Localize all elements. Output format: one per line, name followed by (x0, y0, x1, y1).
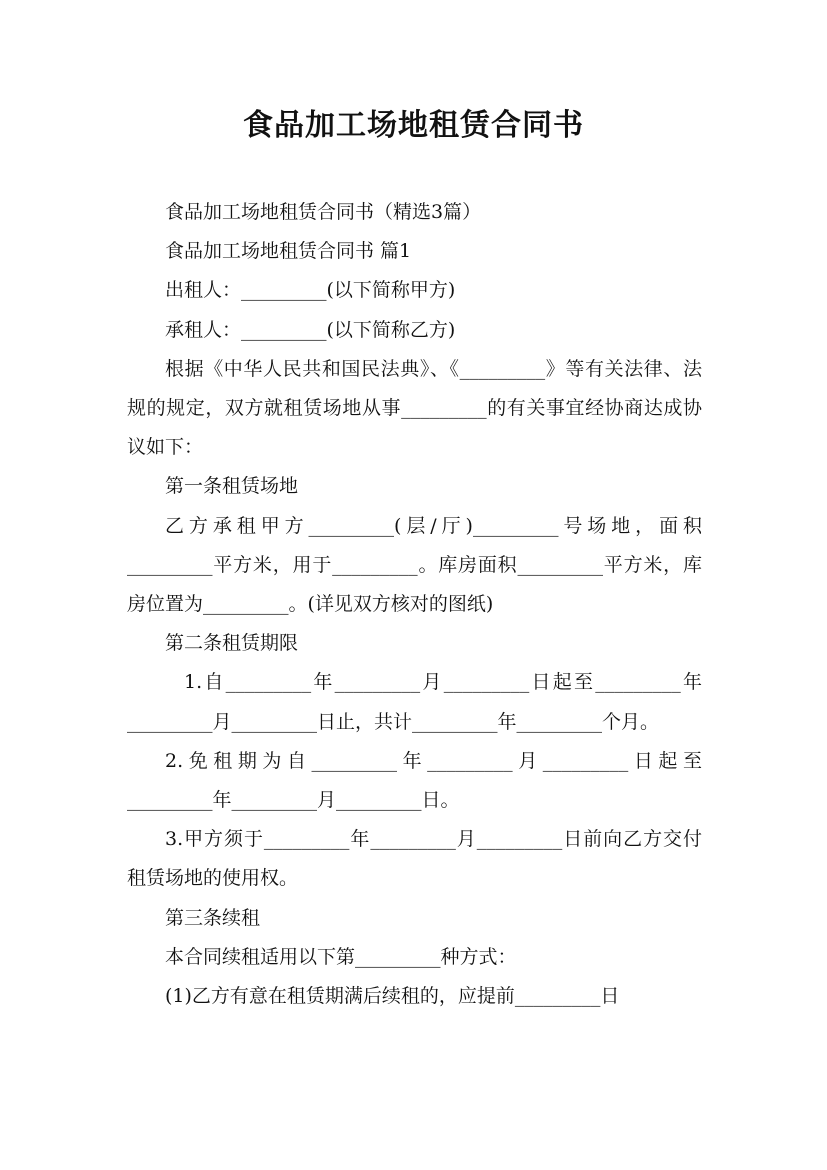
article-3-heading: 第三条续租 (165, 906, 261, 929)
paragraph-part-heading: 食品加工场地租赁合同书 篇1 (165, 240, 412, 263)
paragraph-legal-basis: 根据《中华人民共和国民法典》、《_________》等有关法律、法规的规定，双方就租赁场地从事_________的有关事宜经协商达成协议如下： (127, 357, 702, 459)
article-3-item-1: (1)乙方有意在租赁期满后续租的，应提前_________日 (165, 985, 620, 1008)
document-title: 食品加工场地租赁合同书 (243, 108, 584, 143)
paragraph-intro: 食品加工场地租赁合同书（精选3篇） (165, 201, 482, 223)
article-1-body: 乙方承租甲方_________(层/厅)_________号场地，面积_________平方米，用于_________。库房面积_________平方米，库房位置为_________。(详见双方核对的图纸) (127, 514, 702, 616)
paragraph-lessee: 承租人：_________(以下简称乙方) (165, 318, 456, 341)
document-body (127, 193, 702, 1016)
article-1-heading: 第一条租赁场地 (165, 475, 299, 498)
article-2-item-2: 2.免租期为自_________年_________月_________日起至_________年_________月_________日。 (127, 749, 702, 812)
article-2-item-3: 3.甲方须于_________年_________月_________日前向乙方交付租赁场地的使用权。 (127, 828, 702, 890)
article-2-heading: 第二条租赁期限 (165, 632, 299, 655)
article-2-item-1: 1.自_________年_________月_________日起至_________年_________月_________日止，共计_________年_________个月。 (127, 671, 702, 733)
article-3-intro: 本合同续租适用以下第_________种方式： (165, 945, 517, 968)
paragraph-lessor: 出租人：_________(以下简称甲方) (165, 279, 456, 302)
